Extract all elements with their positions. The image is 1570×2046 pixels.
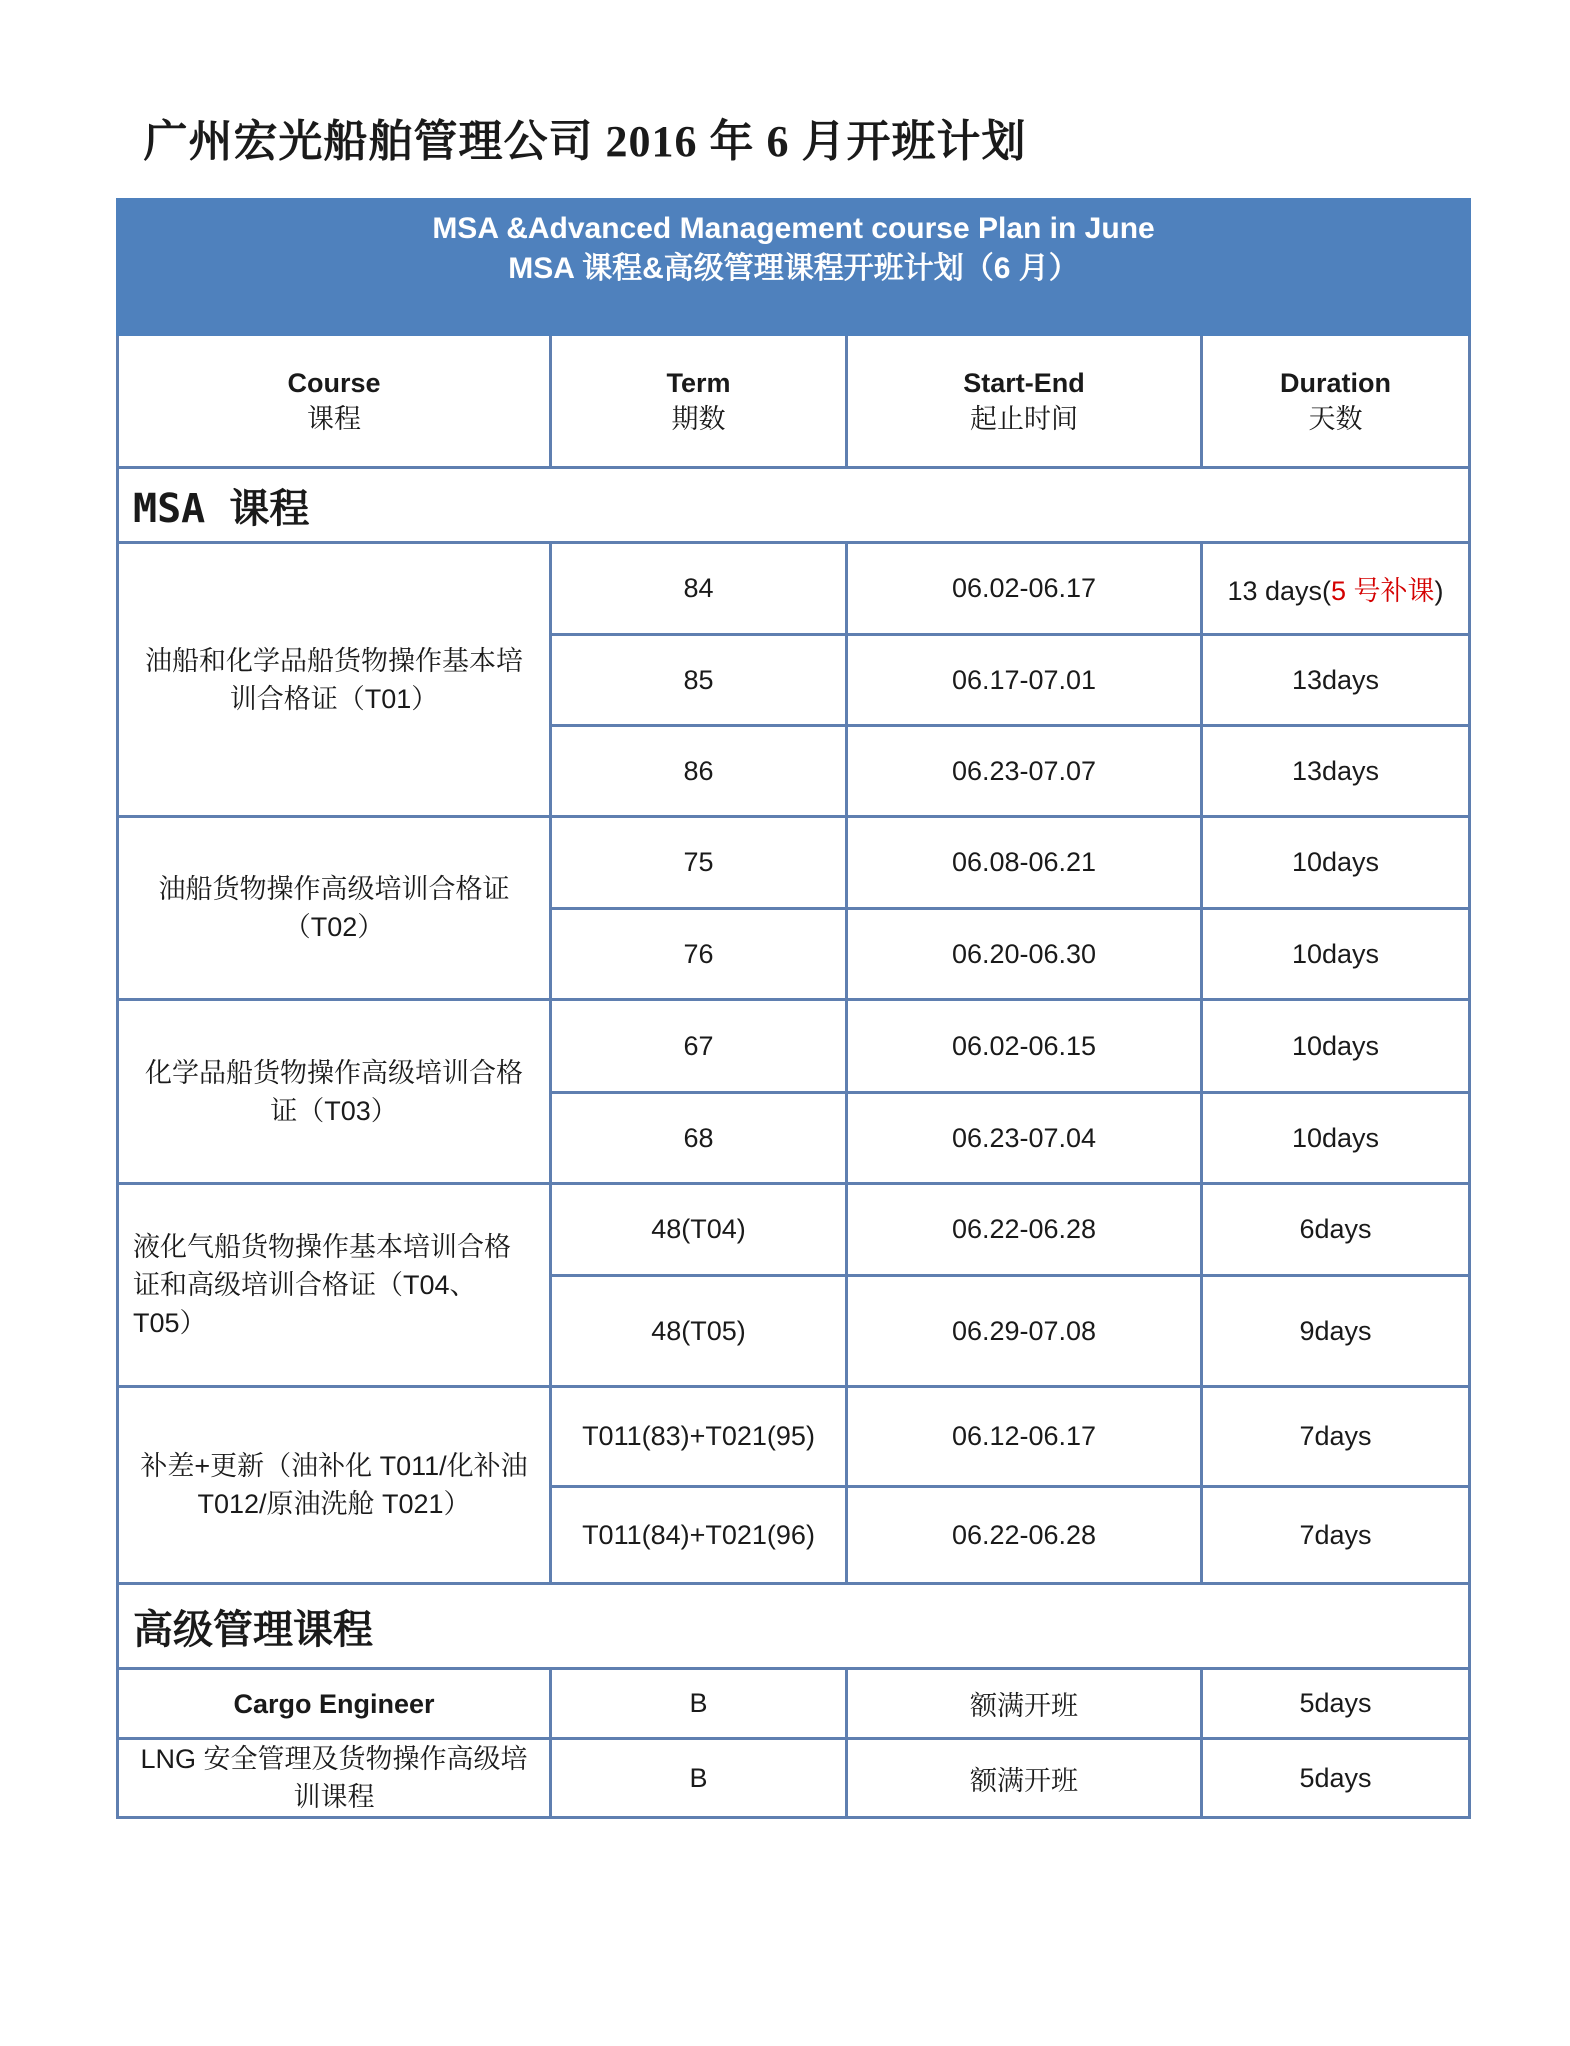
duration-cell: 13days [1202,635,1470,726]
section-title-msa: MSA 课程 [118,468,1470,543]
banner-title-en: MSA &Advanced Management course Plan in June [432,212,1155,245]
column-header-row [118,335,1470,468]
duration-cell: 10days [1202,1000,1470,1093]
document-title: 广州宏光船舶管理公司 2016 年 6 月开班计划 [143,117,1027,166]
course-plan-table [116,198,1471,1819]
duration-cell: 10days [1202,909,1470,1000]
header-duration: Duration 天数 [1202,335,1470,468]
dates-cell: 额满开班 [847,1739,1202,1818]
header-start-end: Start-End 起止时间 [847,335,1202,468]
course-name: 液化气船货物操作基本培训合格证和高级培训合格证（T04、T05） [118,1184,551,1387]
term-cell: 48(T04) [551,1184,847,1276]
duration-cell: 10days [1202,817,1470,909]
table-banner [118,200,1470,335]
dates-cell: 06.12-06.17 [847,1387,1202,1487]
header-term: Term 期数 [551,335,847,468]
term-cell: 67 [551,1000,847,1093]
dates-cell: 06.29-07.08 [847,1276,1202,1387]
dates-cell: 06.22-06.28 [847,1184,1202,1276]
dates-cell: 06.08-06.21 [847,817,1202,909]
course-name: 化学品船货物操作高级培训合格证（T03） [118,1000,551,1184]
dates-cell: 06.20-06.30 [847,909,1202,1000]
term-cell: T011(83)+T021(95) [551,1387,847,1487]
makeup-note: 5 号补课 [1331,576,1435,606]
duration-cell: 9days [1202,1276,1470,1387]
term-cell: 85 [551,635,847,726]
duration-cell: 7days [1202,1387,1470,1487]
header-course: Course 课程 [118,335,551,468]
dates-cell: 06.17-07.01 [847,635,1202,726]
duration-cell: 7days [1202,1487,1470,1584]
dates-cell: 06.02-06.15 [847,1000,1202,1093]
duration-cell: 5days [1202,1669,1470,1739]
term-cell: 48(T05) [551,1276,847,1387]
term-cell: T011(84)+T021(96) [551,1487,847,1584]
dates-cell: 06.22-06.28 [847,1487,1202,1584]
term-cell: B [551,1739,847,1818]
duration-cell: 13days [1202,726,1470,817]
term-cell: B [551,1669,847,1739]
duration-cell: 5days [1202,1739,1470,1818]
term-cell: 86 [551,726,847,817]
dates-cell: 06.23-07.04 [847,1093,1202,1184]
duration-cell: 13 days(5 号补课) [1202,543,1470,635]
course-name: LNG 安全管理及货物操作高级培训课程 [118,1739,551,1818]
course-name: 油船货物操作高级培训合格证（T02） [118,817,551,1000]
course-name: 补差+更新（油补化 T011/化补油 T012/原油洗舱 T021） [118,1387,551,1584]
course-name: 油船和化学品船货物操作基本培训合格证（T01） [118,543,551,817]
dates-cell: 06.02-06.17 [847,543,1202,635]
section-title-advanced: 高级管理课程 [118,1584,1470,1669]
term-cell: 84 [551,543,847,635]
duration-cell: 6days [1202,1184,1470,1276]
banner-title-cn: MSA 课程&高级管理课程开班计划（6 月） [508,252,1079,285]
dates-cell: 额满开班 [847,1669,1202,1739]
course-name: Cargo Engineer [118,1669,551,1739]
term-cell: 75 [551,817,847,909]
term-cell: 76 [551,909,847,1000]
dates-cell: 06.23-07.07 [847,726,1202,817]
term-cell: 68 [551,1093,847,1184]
duration-cell: 10days [1202,1093,1470,1184]
